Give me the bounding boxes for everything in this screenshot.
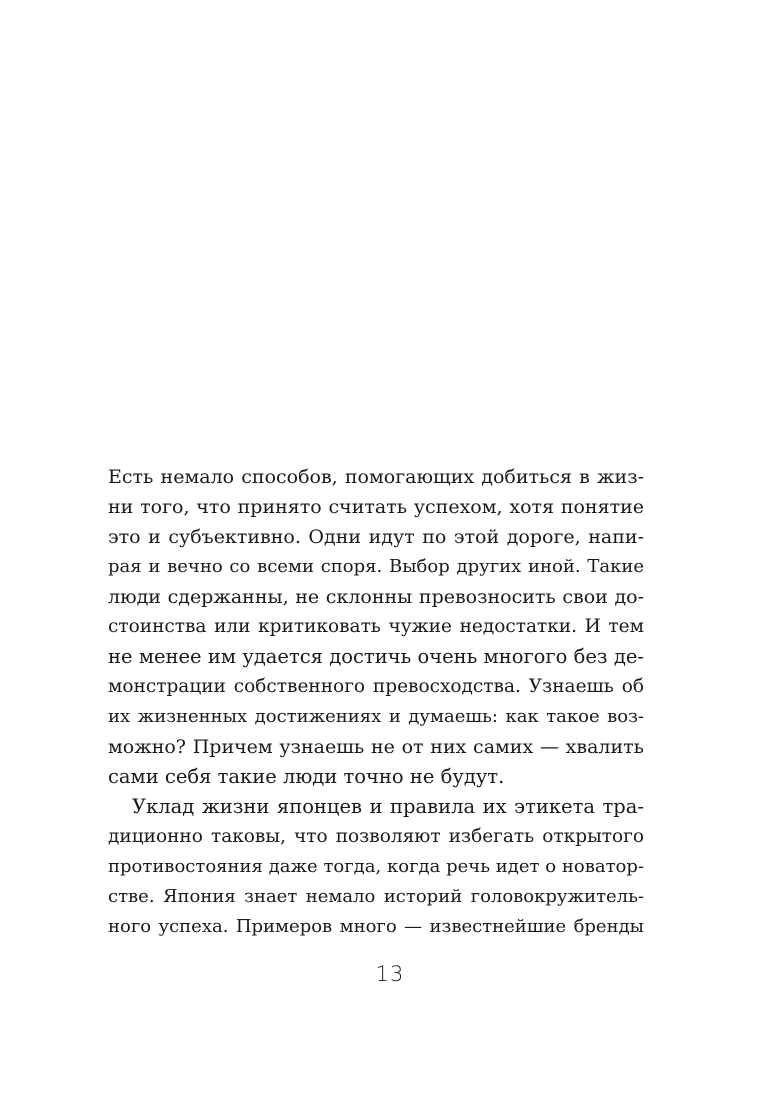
text-line: монстрации собственного превосходства. Узнаешь об [108, 676, 644, 697]
text-line: это и субъективно. Одни идут по этой дороге, напи- [108, 526, 644, 548]
page-number: 13 [375, 962, 405, 986]
text-line: диционно таковы, что позволяют избегать открытого [108, 826, 644, 847]
text-line: не менее им удается достичь очень многого без де- [108, 645, 644, 668]
text-line: рая и вечно со всеми споря. Выбор других иной. Такие [108, 556, 644, 577]
text-line: Уклад жизни японцев и правила их этикета тра- [132, 795, 644, 818]
text-line: люди сдержанны, не склонны превозносить свои до- [108, 586, 644, 608]
paragraph-2 [108, 792, 644, 942]
text-line: стве. Япония знает немало историй головокружитель- [108, 886, 644, 907]
body-text [108, 462, 644, 942]
text-line: ного успеха. Примеров много — известнейшие бренды [108, 916, 644, 937]
text-line: их жизненных достижениях и думаешь: как такое воз- [108, 706, 644, 727]
text-line: Есть немало способов, помогающих добиться в жиз- [108, 466, 644, 488]
text-line: сами себя такие люди точно не будут. [108, 765, 505, 788]
text-line: противостояния даже тогда, когда речь идет о новатор- [108, 856, 644, 877]
text-line: ни того, что принято считать успехом, хотя понятие [108, 496, 644, 518]
text-line: можно? Причем узнаешь не от них самих — хвалить [108, 736, 644, 758]
text-line: стоинства или критиковать чужие недостатки. И тем [108, 616, 644, 637]
paragraph-1 [108, 462, 644, 792]
